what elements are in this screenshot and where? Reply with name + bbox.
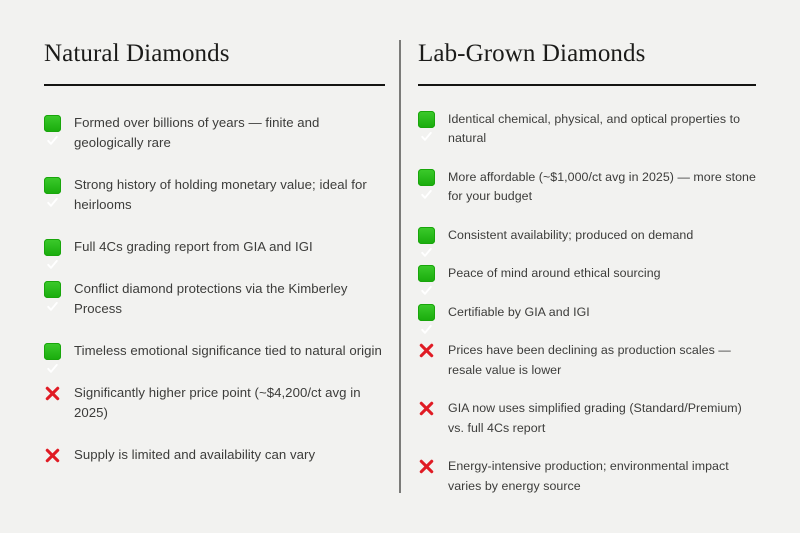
column-title: Natural Diamonds	[44, 40, 230, 67]
check-icon	[44, 177, 61, 194]
list-item-label: Energy-intensive production; environmental impact varies by energy source	[448, 459, 729, 493]
check-icon	[418, 227, 435, 244]
list-item	[418, 303, 756, 323]
column-header-rule	[44, 84, 385, 86]
column-lab-grown-diamonds	[418, 0, 756, 515]
pros-cons-list	[44, 113, 385, 465]
list-item-label: Peace of mind around ethical sourcing	[448, 266, 661, 281]
list-item	[418, 168, 756, 207]
list-item	[418, 264, 756, 284]
list-item	[418, 399, 756, 438]
cross-icon	[44, 447, 61, 464]
check-icon	[44, 239, 61, 256]
list-item	[418, 457, 756, 496]
list-item-label: Prices have been declining as production scales — resale value is lower	[448, 343, 731, 377]
check-icon	[418, 265, 435, 282]
list-item	[44, 175, 385, 215]
column-divider	[399, 40, 401, 493]
list-item-label: Full 4Cs grading report from GIA and IGI	[74, 238, 313, 254]
list-item	[44, 341, 385, 361]
list-item	[44, 237, 385, 257]
list-item	[418, 226, 756, 246]
list-item-label: More affordable (~$1,000/ct avg in 2025) — more stone for your budget	[448, 169, 756, 204]
list-item-label: GIA now uses simplified grading (Standard/Premium) vs. full 4Cs report	[448, 401, 742, 435]
list-item-label: Consistent availability; produced on demand	[448, 227, 694, 242]
list-item	[418, 110, 756, 149]
list-item	[418, 341, 756, 380]
column-title: Lab-Grown Diamonds	[418, 40, 646, 67]
list-item	[44, 445, 385, 465]
check-icon	[418, 304, 435, 321]
list-item-label: Supply is limited and availability can vary	[74, 446, 316, 462]
check-icon	[418, 169, 435, 186]
check-icon	[44, 343, 61, 360]
list-item-label: Certifiable by GIA and IGI	[448, 304, 590, 319]
list-item	[44, 113, 385, 153]
cross-icon	[418, 342, 435, 359]
list-item	[44, 279, 385, 319]
column-natural-diamonds	[44, 0, 385, 487]
pros-cons-list	[418, 110, 756, 497]
list-item-label: Identical chemical, physical, and optical properties to natural	[448, 111, 741, 146]
check-icon	[44, 281, 61, 298]
cross-icon	[418, 458, 435, 475]
list-item-label: Conflict diamond protections via the Kimberley Process	[74, 280, 348, 316]
check-icon	[44, 115, 61, 132]
cross-icon	[418, 400, 435, 417]
list-item	[44, 383, 385, 423]
list-item-label: Formed over billions of years — finite and geologically rare	[74, 114, 320, 150]
list-item-label: Significantly higher price point (~$4,200/ct avg in 2025)	[74, 384, 361, 420]
cross-icon	[44, 385, 61, 402]
list-item-label: Timeless emotional significance tied to natural origin	[74, 342, 382, 358]
check-icon	[418, 111, 435, 128]
list-item-label: Strong history of holding monetary value; ideal for heirlooms	[74, 176, 367, 212]
column-header-rule	[418, 84, 756, 86]
